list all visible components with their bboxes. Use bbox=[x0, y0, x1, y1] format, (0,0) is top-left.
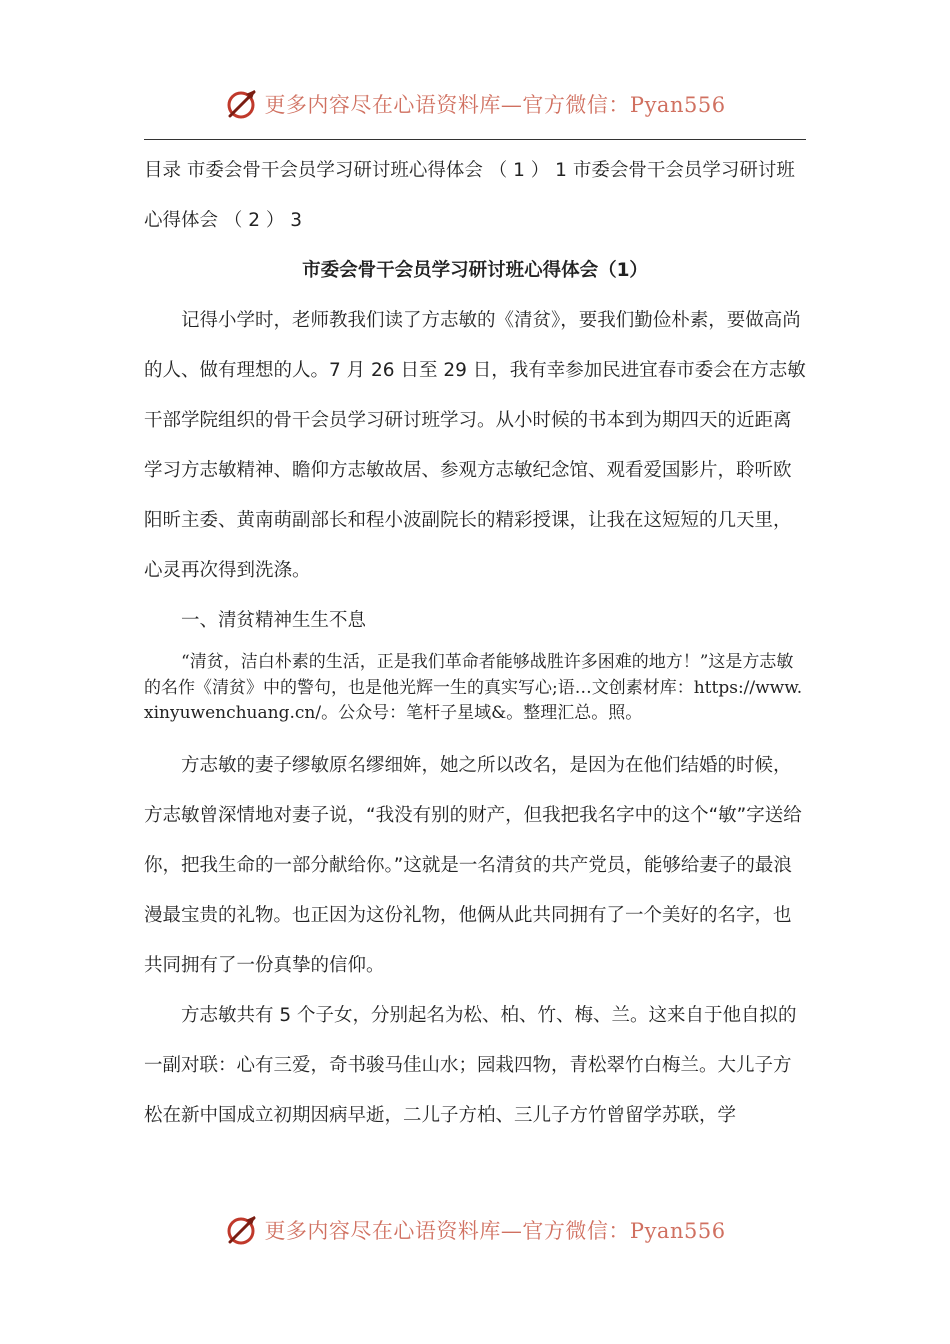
header-banner bbox=[0, 82, 950, 126]
paragraph-1: 记得小学时，老师教我们读了方志敏的《清贫》，要我们勤俭朴素，要做高尚的人、做有理想的人。7 月 26 日至 29 日，我有幸参加民进宜春市委会在方志敏干部学院组织的骨干会员学习研讨班学习。从小时候的书本到为期四天的近距离学习方志敏精神、瞻仰方志敏故居、参观方志敏纪念馆、观看爱国影片，聆听欧阳昕主委、黄南萌副部长和程小波副院长的精彩授课，让我在这短短的几天里，心灵再次得到洗涤。 bbox=[144, 310, 806, 581]
quote-paragraph: “清贫，洁白朴素的生活，正是我们革命者能够战胜许多困难的地方！”这是方志敏的名作《清贫》中的警句，也是他光辉一生的真实写心;语…文创素材库：https://www.xinyuwenchuang.cn/。公众号：笔杆子星域&。整理汇总。照。 bbox=[144, 652, 803, 723]
footer-banner-text: 更多内容尽在心语资料库—官方微信：Pyan556 bbox=[264, 1219, 726, 1243]
pen-logo-icon bbox=[224, 1212, 260, 1248]
paragraph-3: 方志敏共有 5 个子女，分别起名为松、柏、竹、梅、兰。这来自于他自拟的一副对联：心有三爱，奇书骏马佳山水；园栽四物，青松翠竹白梅兰。大儿子方松在新中国成立初期因病早逝，二儿子方柏、三儿子方竹曾留学苏联，学 bbox=[144, 1004, 797, 1126]
table-of-contents: 目录 市委会骨干会员学习研讨班心得体会 （ 1 ） 1 市委会骨干会员学习研讨班心得体会 （ 2 ） 3 bbox=[144, 160, 795, 231]
header-divider bbox=[144, 139, 806, 140]
paragraph-2: 方志敏的妻子缪敏原名缪细姩，她之所以改名，是因为在他们结婚的时候，方志敏曾深情地对妻子说，“我没有别的财产，但我把我名字中的这个“敏”字送给你，把我生命的一部分献给你。”这就是一名清贫的共产党员，能够给妻子的最浪漫最宝贵的礼物。也正因为这份礼物，他俩从此共同拥有了一个美好的名字，也共同拥有了一份真挚的信仰。 bbox=[144, 754, 802, 976]
header-banner-text: 更多内容尽在心语资料库—官方微信：Pyan556 bbox=[264, 93, 726, 117]
document-body bbox=[144, 146, 806, 1141]
article-title: 市委会骨干会员学习研讨班心得体会（1） bbox=[302, 260, 648, 281]
pen-logo-icon bbox=[224, 86, 260, 122]
footer-banner bbox=[0, 1208, 950, 1252]
section-heading-1: 一、清贫精神生生不息 bbox=[181, 610, 367, 631]
